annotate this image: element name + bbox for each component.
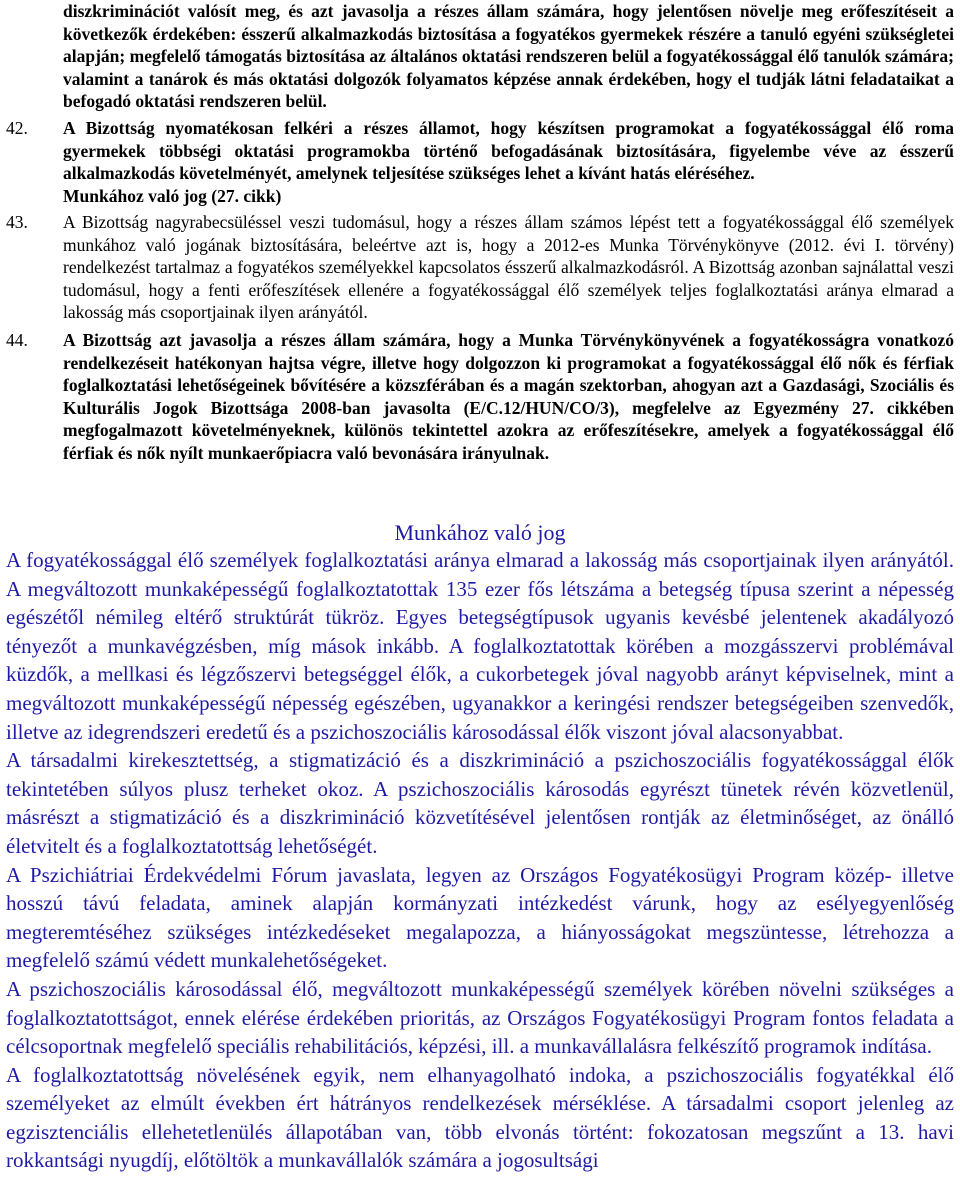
section-paragraph: A foglalkoztatottság növelésének egyik, nem elhanyagolható indoka, a pszichoszociális fogyatékkal élő személyeket az elmúlt években ért hátrányos rendelkezések mérséklése. A társadalmi csoport jelenleg az egzisztenciális ellehetetlenülés állapotában van, több elvonás történt: fokozatosan megszűnt a 13. havi rokkantsági nyugdíj, előtöltök a munkavállalók számára a jogosultsági [6,1062,954,1173]
item-subheading: Munkához való jog (27. cikk) [63,185,282,206]
continued-paragraph-text: diszkriminációt valósít meg, és azt javasolja a részes állam számára, hogy jelentősen növelje meg erőfeszítéseit a következők érdekében: ésszerű alkalmazkodás biztosítása a fogyatékos gyermekek részére a tanuló egyéni szükségletei alapján; megfelelő támogatás biztosítása az általános oktatási rendszeren belül a fogyatékossággal élő tanulók számára; valamint a tanárok és más oktatási dolgozók folyamatos képzése annak érdekében, hogy el tudják látni feladataikat a befogadó oktatási rendszeren belül. [63,1,954,112]
item-number: 42. [6,118,28,138]
item-text: A Bizottság nagyrabecsüléssel veszi tudomásul, hogy a részes állam számos lépést tett a fogyatékossággal élő személyek munkához való jogának biztosítására, beleértve azt is, hogy a 2012-es Munka Törvénykönyve (2012. évi I. törvény) rendelkezést tartalmaz a fogyatékos személyekkel kapcsolatos ésszerű alkalmazkodásról. A Bizottság azonban sajnálattal veszi tudomásul, hogy a fenti erőfeszítések ellenére a fogyatékossággal élő személyek teljes foglalkoztatási aránya elmarad a lakosság más csoportjainak ilyen arányától. [63,212,954,323]
item-number: 43. [6,212,28,232]
item-text: A Bizottság azt javasolja a részes állam számára, hogy a Munka Törvénykönyvének a fogyatékosságra vonatkozó rendelkezéseit hatékonyan hajtsa végre, illetve hogy dolgozzon ki programokat a fogyatékossággal élő nők és férfiak foglalkoztatási lehetőségeinek bővítésére a közszférában és a magán szektorban, ahogyan azt a Gazdasági, Szociális és Kulturális Jogok Bizottsága 2008-ban javasolta (E/C.12/HUN/CO/3), megfelelve az Egyezmény 27. cikkében megfogalmazott követelményeknek, különös tekintettel azokra az erőfeszítésekre, amelyek a fogyatékossággal élő férfiak és nők nyílt munkaerőpiacra való bevonására irányulnak. [63,330,954,463]
section-body [6,546,954,1175]
section-paragraph: A pszichoszociális károsodással élő, megváltozott munkaképességű személyek körében növelni szükséges a foglalkoztatottságot, ennek elérése érdekében prioritás, az Országos Fogyatékosügyi Program fontos feladata a célcsoportnak megfelelő speciális rehabilitációs, képzési, ill. a munkavállalásra felkészítő programok indítása. [6,976,954,1059]
section-paragraph: A társadalmi kirekesztettség, a stigmatizáció és a diszkrimináció a pszichoszociális fogyatékossággal élők tekintetében súlyos plusz terheket okoz. A pszichoszociális károsodás egyrészt tünetek révén közvetlenül, másrészt a stigmatizáció és a diszkrimináció közvetítésével jelentősen rontják az életminőséget, az önálló életvitelt és a foglalkoztatottság lehetőségét. [6,748,954,858]
item-43 [6,211,954,324]
section-paragraph: A Pszichiátriai Érdekvédelmi Fórum javaslata, legyen az Országos Fogyatékosügyi Program közép- illetve hosszú távú feladata, aminek alapján kormányzati intézkedést várunk, hogy az esélyegyenlőség megteremtéséhez szükséges intézkedéseket megalapozza, a hiányosságokat megszüntesse, létrehozza a megfelelő számú védett munkalehetőségeket. [6,862,954,973]
item-number: 44. [6,330,28,350]
item-text: A Bizottság nyomatékosan felkéri a részes államot, hogy készítsen programokat a fogyatékossággal élő roma gyermekek többségi oktatási programokba történő befogadásának biztosítására, figyelembe véve az ésszerű alkalmazkodás követelményét, amelynek teljesítése szükséges lehet a kívánt hatás eléréséhez. [63,118,954,184]
section-paragraph: A fogyatékossággal élő személyek foglalkoztatási aránya elmarad a lakosság más csoportjainak ilyen arányától. A megváltozott munkaképességű foglalkoztatottak 135 ezer fős létszáma a betegség típusa szerint a népesség egészétől némileg eltérő struktúrát tükröz. Egyes betegségtípusok ugyanis kevésbé jelentenek akadályozó tényezőt a munkavégzésben, míg mások inkább. A foglalkoztatottak körében a mozgásszervi problémával küzdők, a mellkasi és légzőszervi betegséggel élők, a cukorbetegek jóval nagyobb arányt képviselnek, mint a megváltozott munkaképességű népesség egészében, ugyanakkor a keringési rendszer betegségeiben szenvedők, illetve az idegrendszeri eredetű és a pszichoszociális károsodással élők viszont jóval alacsonyabbat. [6,548,954,744]
item-42 [6,117,954,207]
section-title: Munkához való jog [394,520,566,545]
continued-paragraph [63,0,954,113]
item-44 [6,329,954,465]
